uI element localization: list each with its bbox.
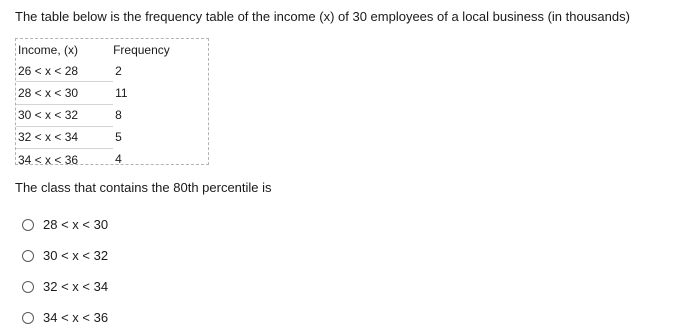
table-row xyxy=(16,148,208,170)
answer-option-label: 30 < x < 32 xyxy=(43,248,109,263)
table-header-row xyxy=(16,39,208,60)
answer-option-label: 28 < x < 30 xyxy=(43,217,109,232)
income-cell: 32 < x < 34 xyxy=(16,126,113,148)
radio-button[interactable] xyxy=(22,250,34,262)
radio-button[interactable] xyxy=(22,281,34,293)
table-row xyxy=(16,126,208,148)
frequency-column-header: Frequency xyxy=(113,42,170,57)
radio-button[interactable] xyxy=(22,219,34,231)
answer-option-label: 34 < x < 36 xyxy=(43,310,109,325)
table-row xyxy=(16,82,208,104)
radio-button[interactable] xyxy=(22,312,34,324)
answer-option-4[interactable] xyxy=(22,302,108,333)
answer-option-3[interactable] xyxy=(22,271,108,302)
income-cell: 26 < x < 28 xyxy=(16,60,113,82)
income-cell: 34 < x < 36 xyxy=(18,152,79,167)
answer-option-2[interactable] xyxy=(22,240,108,271)
income-cell: 30 < x < 32 xyxy=(16,104,113,126)
answer-options xyxy=(22,209,108,333)
frequency-cell: 2 xyxy=(115,64,122,79)
question-prompt: The class that contains the 80th percentile is xyxy=(15,180,272,195)
frequency-cell: 5 xyxy=(115,130,122,145)
frequency-table-container xyxy=(15,38,209,165)
answer-option-1[interactable] xyxy=(22,209,108,240)
table-row xyxy=(16,60,208,82)
answer-option-label: 32 < x < 34 xyxy=(43,279,109,294)
income-cell: 28 < x < 30 xyxy=(16,82,113,104)
income-column-header: Income, (x) xyxy=(18,42,79,57)
frequency-cell: 11 xyxy=(115,85,128,100)
frequency-cell: 4 xyxy=(115,152,122,167)
table-row xyxy=(16,104,208,126)
frequency-table xyxy=(16,39,208,170)
question-stem: The table below is the frequency table of the income (x) of 30 employees of a local business (in thousands) xyxy=(15,9,630,24)
frequency-cell: 8 xyxy=(115,108,122,123)
